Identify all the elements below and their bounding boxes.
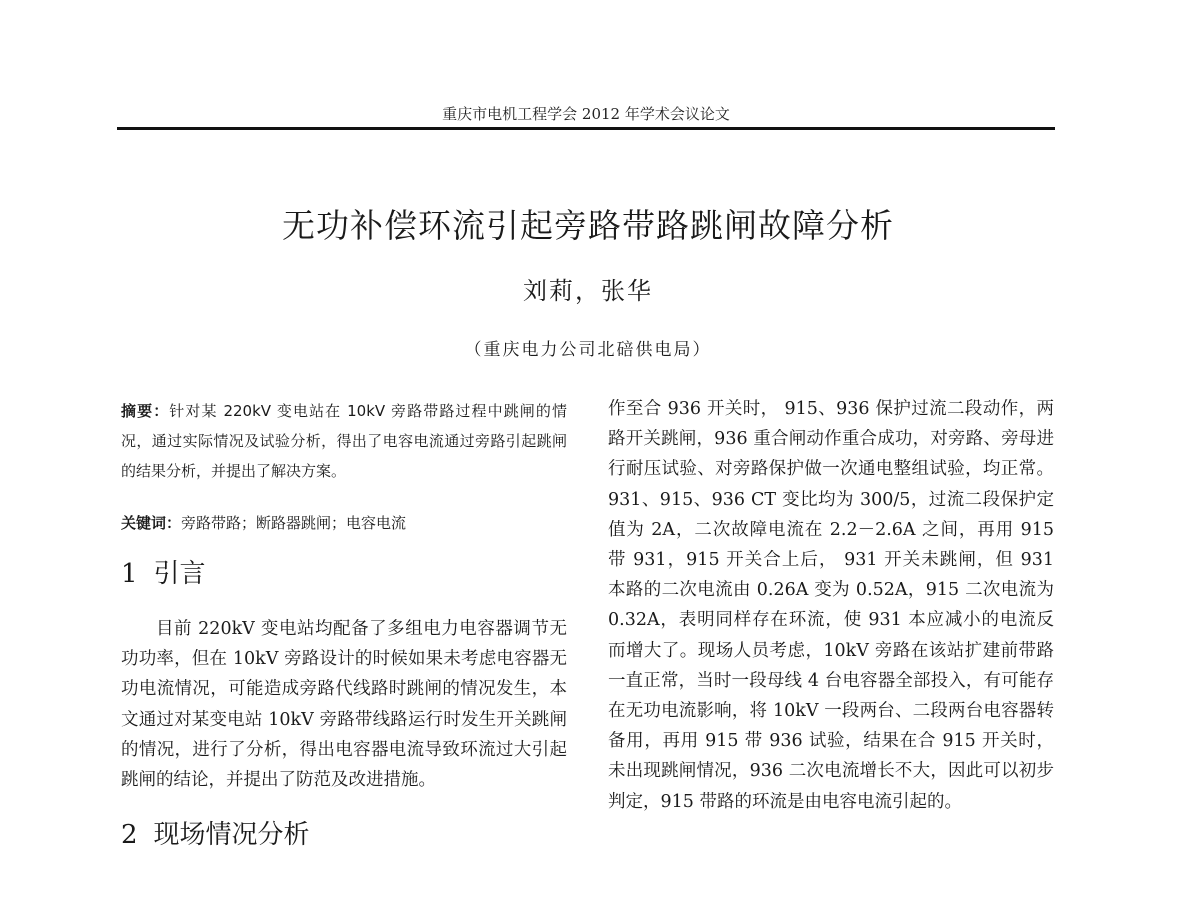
- section-heading-2: [121, 815, 567, 855]
- section-title-1: 引言: [153, 559, 206, 589]
- header-rule: [117, 127, 1055, 130]
- section-number-1: 1: [121, 559, 138, 589]
- abstract-text: 针对某 220kV 变电站在 10kV 旁路带路过程中跳闸的情况，通过实际情况及试验分析，得出了电容电流通过旁路引起跳闸的结果分析，并提出了解决方案。: [121, 402, 567, 480]
- keywords-label: 关键词：: [121, 514, 182, 532]
- right-column-paragraph: 作至合 936 开关时， 915、936 保护过流二段动作，两路开关跳闸，936 重合闸动作重合成功，对旁路、旁母进行耐压试验、对旁路保护做一次通电整组试验，均正常。931、915、936 CT 变比均为 300/5，过流二段保护定值为 2A，二次故障电流在 2.2－2.6A 之间，再用 915 带 931，915 开关合上后， 931 开关未跳闸，但 931 本路的二次电流由 0.26A 变为 0.52A，915 二次电流为 0.32A，表明同样存在环流，使 931 本应减小的电流反而增大了。现场人员考虑，10kV 旁路在该站扩建前带路一直正常，当时一段母线 4 台电容器全部投入，有可能存在无功电流影响，将 10kV 一段两台、二段两台电容器转备用，再用 915 带 936 试验，结果在合 915 开关时，未出现跳闸情况，936 二次电流增长不大，因此可以初步判定，915 带路的环流是由电容电流引起的。: [608, 399, 1054, 812]
- paper-affiliation: （重庆电力公司北碚供电局）: [464, 340, 712, 360]
- keywords-text: 旁路带路；断路器跳闸；电容电流: [181, 514, 407, 532]
- paper-authors: 刘莉，张华: [523, 277, 653, 305]
- right-column: [608, 394, 1054, 817]
- section-number-2: 2: [121, 820, 138, 851]
- section-heading-1: [121, 554, 567, 594]
- left-column: [121, 396, 567, 855]
- intro-paragraph: 目前 220kV 变电站均配备了多组电力电容器调节无功功率，但在 10kV 旁路设计的时候如果未考虑电容器无功电流情况，可能造成旁路代线路时跳闸的情况发生，本文通过对某变电站 10kV 旁路带线路运行时发生开关跳闸的情况，进行了分析，得出电容器电流导致环流过大引起跳闸的结论，并提出了防范及改进措施。: [121, 619, 567, 791]
- section-title-2: 现场情况分析: [153, 820, 310, 851]
- abstract-label: 摘要：: [121, 402, 170, 420]
- abstract: [121, 396, 567, 486]
- keywords: [121, 508, 567, 538]
- paper-title: 无功补偿环流引起旁路带路跳闸故障分析: [282, 206, 894, 245]
- running-header: 重庆市电机工程学会 2012 年学术会议论文: [442, 105, 730, 123]
